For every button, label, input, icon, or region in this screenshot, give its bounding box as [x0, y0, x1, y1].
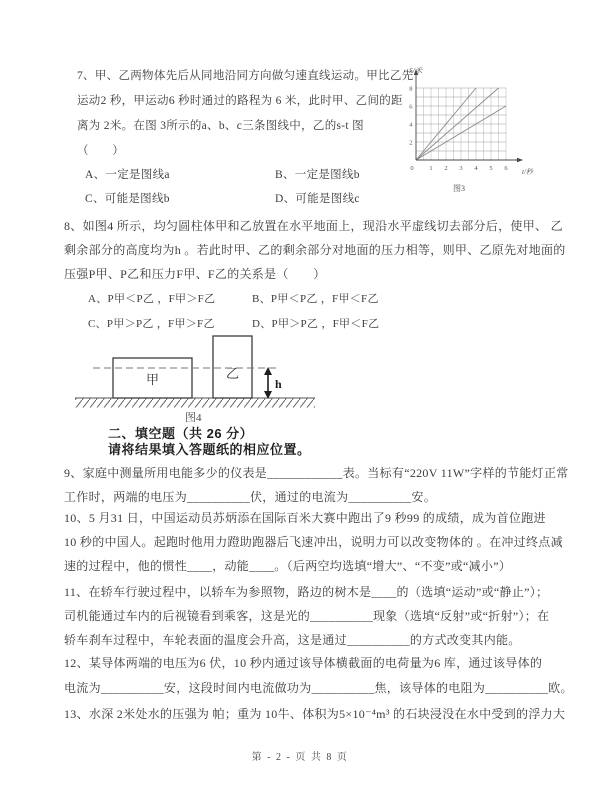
figure4-caption: 图4 — [185, 412, 202, 424]
svg-text:1: 1 — [429, 165, 433, 172]
question-10 — [64, 506, 563, 578]
q7-option-d: D、可能是图线c — [275, 193, 360, 205]
svg-text:4: 4 — [409, 121, 413, 129]
svg-text:6: 6 — [409, 103, 413, 111]
section-2-subtitle: 请将结果填入答题纸的相应位置。 — [108, 442, 311, 457]
question-13 — [64, 702, 565, 726]
q11-line: 司机能通过车内的后视镜看到乘客，这是光的__________现象（选填“反射”或“折射”）；在 — [64, 609, 550, 623]
q7-option-c: C、可能是图线b — [85, 193, 170, 205]
svg-text:2: 2 — [409, 139, 413, 147]
q10-line: 10、5 月31 日，中国运动员苏炳添在国际百米大赛中跑出了9 秒99 的成绩，成为首位跑进 — [64, 511, 546, 525]
page-number: 第 - 2 - 页 共 8 页 — [251, 752, 349, 763]
q13-line: 13、水深 2米处水的压强为 帕；重为 10牛、体积为5×10⁻⁴m³ 的石块浸没在水中受到的浮力大 — [64, 707, 566, 721]
q7-option-b: B、一定是图线b — [275, 169, 360, 181]
q12-line: 电流为__________安，这段时间内电流做功为__________焦，该导体的电阻为__________欧。 — [64, 681, 573, 695]
q12-line: 12、某导体两端的电压为6 伏，10 秒内通过该导体横截面的电荷量为6 库，通过该导体的 — [64, 656, 543, 670]
svg-text:5: 5 — [489, 165, 493, 172]
question-8 — [64, 214, 566, 286]
svg-text:3: 3 — [459, 165, 463, 172]
q10-line: 10 秒的中国人。起跑时他用力蹬助跑器后飞速冲出，说明力可以改变物体的 。在冲过终点减 — [64, 535, 563, 549]
q9-line: 工作时，两端的电压为__________伏，通过的电流为__________安。 — [64, 490, 437, 504]
question-7 — [77, 64, 413, 164]
q7-options — [85, 163, 360, 211]
svg-text:4: 4 — [474, 165, 478, 172]
yi-label: 乙 — [226, 366, 240, 381]
q10-line: 速的过程中，他的惯性____，动能____。（后两空均选填“增大”、“不变”或“减小”） — [64, 559, 512, 573]
height-arrow — [264, 367, 272, 399]
q11-line: 11、在轿车行驶过程中，以轿车为参照物，路边的树木是____的（选填“运动”或“静止”）； — [64, 585, 549, 599]
st-graph — [396, 58, 556, 200]
jia-label: 甲 — [146, 372, 160, 387]
q7-line: 离为 2米。在图 3所示的a、b、c三条图线中，乙的s-t 图 — [77, 120, 364, 132]
q7-line: 7、甲、乙两物体先后从同地沿同方向做匀速直线运动。甲比乙先 — [77, 70, 414, 82]
q8-line: 8、如图4 所示，均匀圆柱体甲和乙放置在水平地面上，现沿水平虚线切去部分后，使甲、 乙 — [64, 219, 563, 233]
question-12 — [64, 651, 573, 701]
q8-line: 剩余部分的高度均为h 。若此时甲、乙的剩余部分对地面的压力相等，则甲、乙原先对地面的 — [64, 243, 566, 257]
question-9 — [64, 461, 569, 509]
svg-text:0: 0 — [410, 165, 414, 172]
svg-text:6: 6 — [504, 165, 508, 172]
q7-line: （ ） — [77, 145, 125, 157]
page-footer — [0, 748, 600, 763]
section-2-heading — [108, 426, 311, 458]
q7-line: 运动2 秒，甲运动6 秒时通过的路程为 6 米，此时甲、乙间的距 — [77, 95, 403, 107]
q8-option-d: D、P甲＞P乙 ，F甲＜F乙 — [252, 318, 380, 330]
figure-4 — [75, 328, 325, 424]
q9-line: 9、家庭中测量所用电能多少的仪表是____________表。当标有“220V 11W”字样的节能灯正常 — [64, 466, 569, 480]
ground-hatch — [75, 399, 315, 408]
section-2-title: 二、填空题（共 26 分） — [108, 426, 254, 441]
svg-text:图3: 图3 — [453, 184, 465, 193]
q8-option-c: C、P甲＞P乙 ，F甲＞F乙 — [88, 318, 215, 330]
q11-line: 轿车刹车过程中，车轮表面的温度会升高，这是通过__________的方式改变其内能。 — [64, 633, 521, 647]
q8-line: 压强P甲、P乙和压力F甲、F乙的关系是（ ） — [64, 267, 326, 281]
q8-option-b: B、P甲＜P乙 ，F甲＜F乙 — [252, 293, 379, 305]
question-11 — [64, 580, 549, 652]
h-label: h — [275, 377, 282, 391]
q7-option-a: A、一定是图线a — [85, 169, 170, 181]
svg-text:t/秒: t/秒 — [522, 168, 533, 176]
svg-text:2: 2 — [444, 165, 448, 172]
svg-text:8: 8 — [409, 85, 413, 93]
svg-text:S/米: S/米 — [409, 66, 423, 75]
q8-option-a: A、P甲＜P乙 ，F甲＞F乙 — [88, 293, 216, 305]
